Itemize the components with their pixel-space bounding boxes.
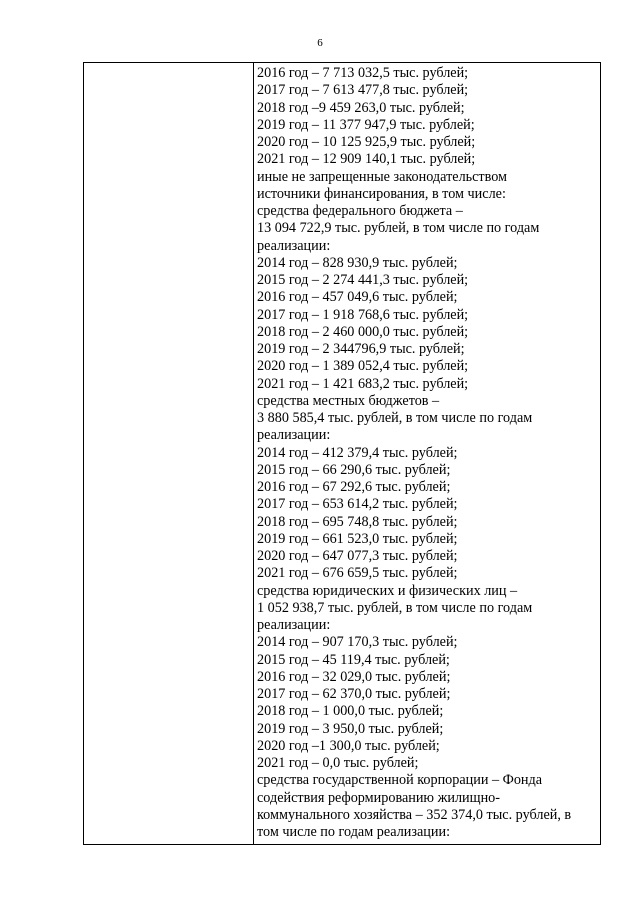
funding-text-line: 2016 год – 7 713 032,5 тыс. рублей; xyxy=(257,65,469,81)
funding-text-line: коммунального хозяйства – 352 374,0 тыс. рублей, в xyxy=(257,806,572,823)
funding-text-line: иные не запрещенные законодательством xyxy=(257,168,508,185)
page-number: 6 xyxy=(317,37,323,49)
funding-text-line: 2021 год – 1 421 683,2 тыс. рублей; xyxy=(257,375,469,392)
funding-text-line: том числе по годам реализации: xyxy=(257,824,451,840)
table-left-cell xyxy=(84,63,254,844)
funding-text-line: 2014 год – 907 170,3 тыс. рублей; xyxy=(257,634,458,651)
funding-text-line: источники финансирования, в том числе: xyxy=(257,185,506,202)
funding-text-line: реализации: xyxy=(257,427,331,444)
funding-text-line: 2016 год – 457 049,6 тыс. рублей; xyxy=(257,289,458,306)
funding-text-line: 2017 год – 653 614,2 тыс. рублей; xyxy=(257,496,458,513)
funding-text-line: 2014 год – 412 379,4 тыс. рублей; xyxy=(257,444,458,461)
funding-text-line: 2018 год – 1 000,0 тыс. рублей; xyxy=(257,703,444,720)
funding-text-line: 2014 год – 828 930,9 тыс. рублей; xyxy=(257,254,458,271)
funding-text-line: 2018 год – 695 748,8 тыс. рублей; xyxy=(257,513,458,530)
funding-text-line: 2020 год – 10 125 925,9 тыс. рублей; xyxy=(257,134,476,150)
funding-text-line: средства государственной корпорации – Фонда xyxy=(257,772,543,789)
funding-text-line: реализации: xyxy=(257,617,331,633)
funding-text-line: 2018 год – 2 460 000,0 тыс. рублей; xyxy=(257,323,469,340)
table-right-cell xyxy=(257,65,598,841)
funding-text-line: 2018 год –9 459 263,0 тыс. рублей; xyxy=(257,99,465,116)
funding-table xyxy=(83,62,601,845)
funding-text-line: 2017 год – 62 370,0 тыс. рублей; xyxy=(257,686,451,702)
funding-text-line: средства местных бюджетов – xyxy=(257,392,440,409)
funding-text-line: средства федерального бюджета – xyxy=(257,203,463,219)
funding-text-line: реализации: xyxy=(257,237,331,254)
funding-text-line: 2020 год – 1 389 052,4 тыс. рублей; xyxy=(257,358,469,375)
funding-text-line: 2017 год – 1 918 768,6 тыс. рублей; xyxy=(257,306,469,323)
funding-text-line: 2016 год – 67 292,6 тыс. рублей; xyxy=(257,479,451,495)
funding-text-line: 2019 год – 3 950,0 тыс. рублей; xyxy=(257,720,444,737)
funding-text-line: 2021 год – 676 659,5 тыс. рублей; xyxy=(257,565,458,582)
funding-text-line: 2017 год – 7 613 477,8 тыс. рублей; xyxy=(257,82,469,99)
funding-text-line: 2015 год – 2 274 441,3 тыс. рублей; xyxy=(257,272,469,288)
funding-text-line: 2021 год – 12 909 140,1 тыс. рублей; xyxy=(257,151,476,168)
funding-text-line: 1 052 938,7 тыс. рублей, в том числе по годам xyxy=(257,599,533,616)
funding-text-line: 2015 год – 66 290,6 тыс. рублей; xyxy=(257,461,451,478)
funding-text-line: 2019 год – 2 344796,9 тыс. рублей; xyxy=(257,341,465,357)
funding-text-line: средства юридических и физических лиц – xyxy=(257,582,518,599)
funding-text-line: 3 880 585,4 тыс. рублей, в том числе по годам xyxy=(257,410,533,426)
funding-text-line: 2020 год –1 300,0 тыс. рублей; xyxy=(257,737,440,754)
funding-text-line: 2021 год – 0,0 тыс. рублей; xyxy=(257,755,419,771)
funding-text-line: 2015 год – 45 119,4 тыс. рублей; xyxy=(257,651,450,668)
funding-text-line: содействия реформированию жилищно- xyxy=(257,789,500,806)
funding-text-line: 13 094 722,9 тыс. рублей, в том числе по годам xyxy=(257,220,540,237)
funding-text-line: 2020 год – 647 077,3 тыс. рублей; xyxy=(257,548,458,564)
funding-text-line: 2019 год – 11 377 947,9 тыс. рублей; xyxy=(257,116,475,133)
funding-text-line: 2019 год – 661 523,0 тыс. рублей; xyxy=(257,530,458,547)
funding-text-line: 2016 год – 32 029,0 тыс. рублей; xyxy=(257,668,451,685)
